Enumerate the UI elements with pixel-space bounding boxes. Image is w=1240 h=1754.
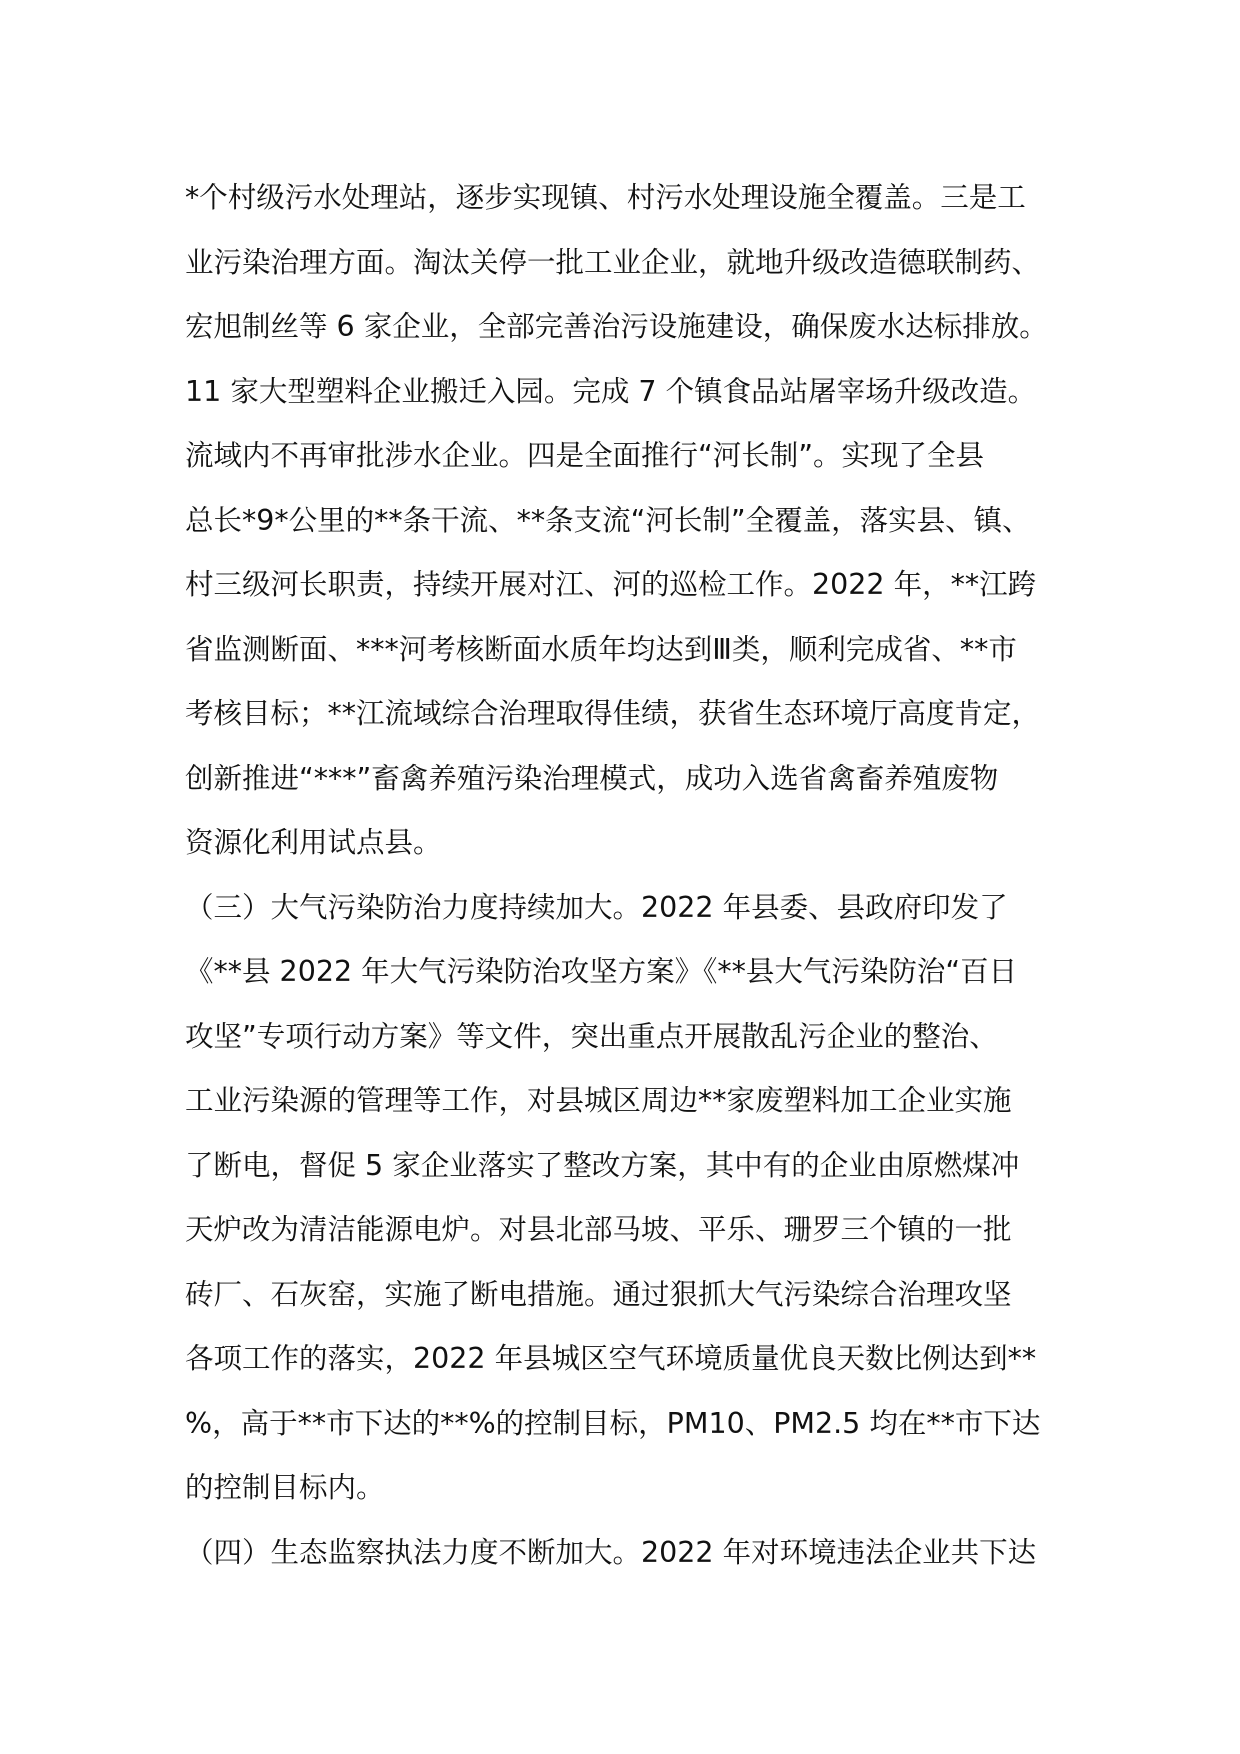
text-line: 业污染治理方面。淘汰关停一批工业企业，就地升级改造德联制药、 <box>185 245 1041 279</box>
text-line: 创新推进“***”畜禽养殖污染治理模式，成功入选省禽畜养殖废物 <box>185 761 999 795</box>
text-line: %，高于**市下达的**%的控制目标，PM10、PM2.5 均在**市下达 <box>185 1406 1041 1440</box>
text-line: *个村级污水处理站，逐步实现镇、村污水处理设施全覆盖。三是工 <box>185 181 1026 214</box>
section-heading-line: （四）生态监察执法力度不断加大。2022 年对环境违法企业共下达 <box>185 1535 1037 1569</box>
text-line: 的控制目标内。 <box>185 1471 385 1504</box>
text-line: 各项工作的落实，2022 年县城区空气环境质量优良天数比例达到** <box>185 1342 1037 1375</box>
text-line: 村三级河长职责，持续开展对江、河的巡检工作。2022 年，**江跨 <box>185 568 1037 601</box>
text-line: 《**县 2022 年大气污染防治攻坚方案》《**县大气污染防治“百日 <box>185 955 1018 988</box>
text-line: 工业污染源的管理等工作，对县城区周边**家废塑料加工企业实施 <box>185 1084 1012 1117</box>
text-line: 了断电，督促 5 家企业落实了整改方案，其中有的企业由原燃煤冲 <box>185 1148 1020 1182</box>
text-line: 总长*9*公里的**条干流、**条支流“河长制”全覆盖，落实县、镇、 <box>185 503 1031 537</box>
document-body <box>185 166 1085 1585</box>
text-line: 攻坚”专项行动方案》等文件，突出重点开展散乱污企业的整治、 <box>185 1019 998 1053</box>
section-heading-line: （三）大气污染防治力度持续加大。2022 年县委、县政府印发了 <box>185 890 1008 924</box>
text-line: 11 家大型塑料企业搬迁入园。完成 7 个镇食品站屠宰场升级改造。 <box>185 374 1037 408</box>
text-line: 流域内不再审批涉水企业。四是全面推行“河长制”。实现了全县 <box>185 439 985 472</box>
text-line: 考核目标；**江流域综合治理取得佳绩，获省生态环境厅高度肯定， <box>185 697 1041 730</box>
text-line: 宏旭制丝等 6 家企业，全部完善治污设施建设，确保废水达标排放。 <box>185 310 1048 343</box>
text-line: 砖厂、石灰窑，实施了断电措施。通过狠抓大气污染综合治理攻坚 <box>185 1277 1012 1311</box>
text-line: 省监测断面、***河考核断面水质年均达到Ⅲ类，顺利完成省、**市 <box>185 632 1017 666</box>
text-line: 天炉改为清洁能源电炉。对县北部马坡、平乐、珊罗三个镇的一批 <box>185 1213 1012 1246</box>
text-line: 资源化利用试点县。 <box>185 826 442 859</box>
